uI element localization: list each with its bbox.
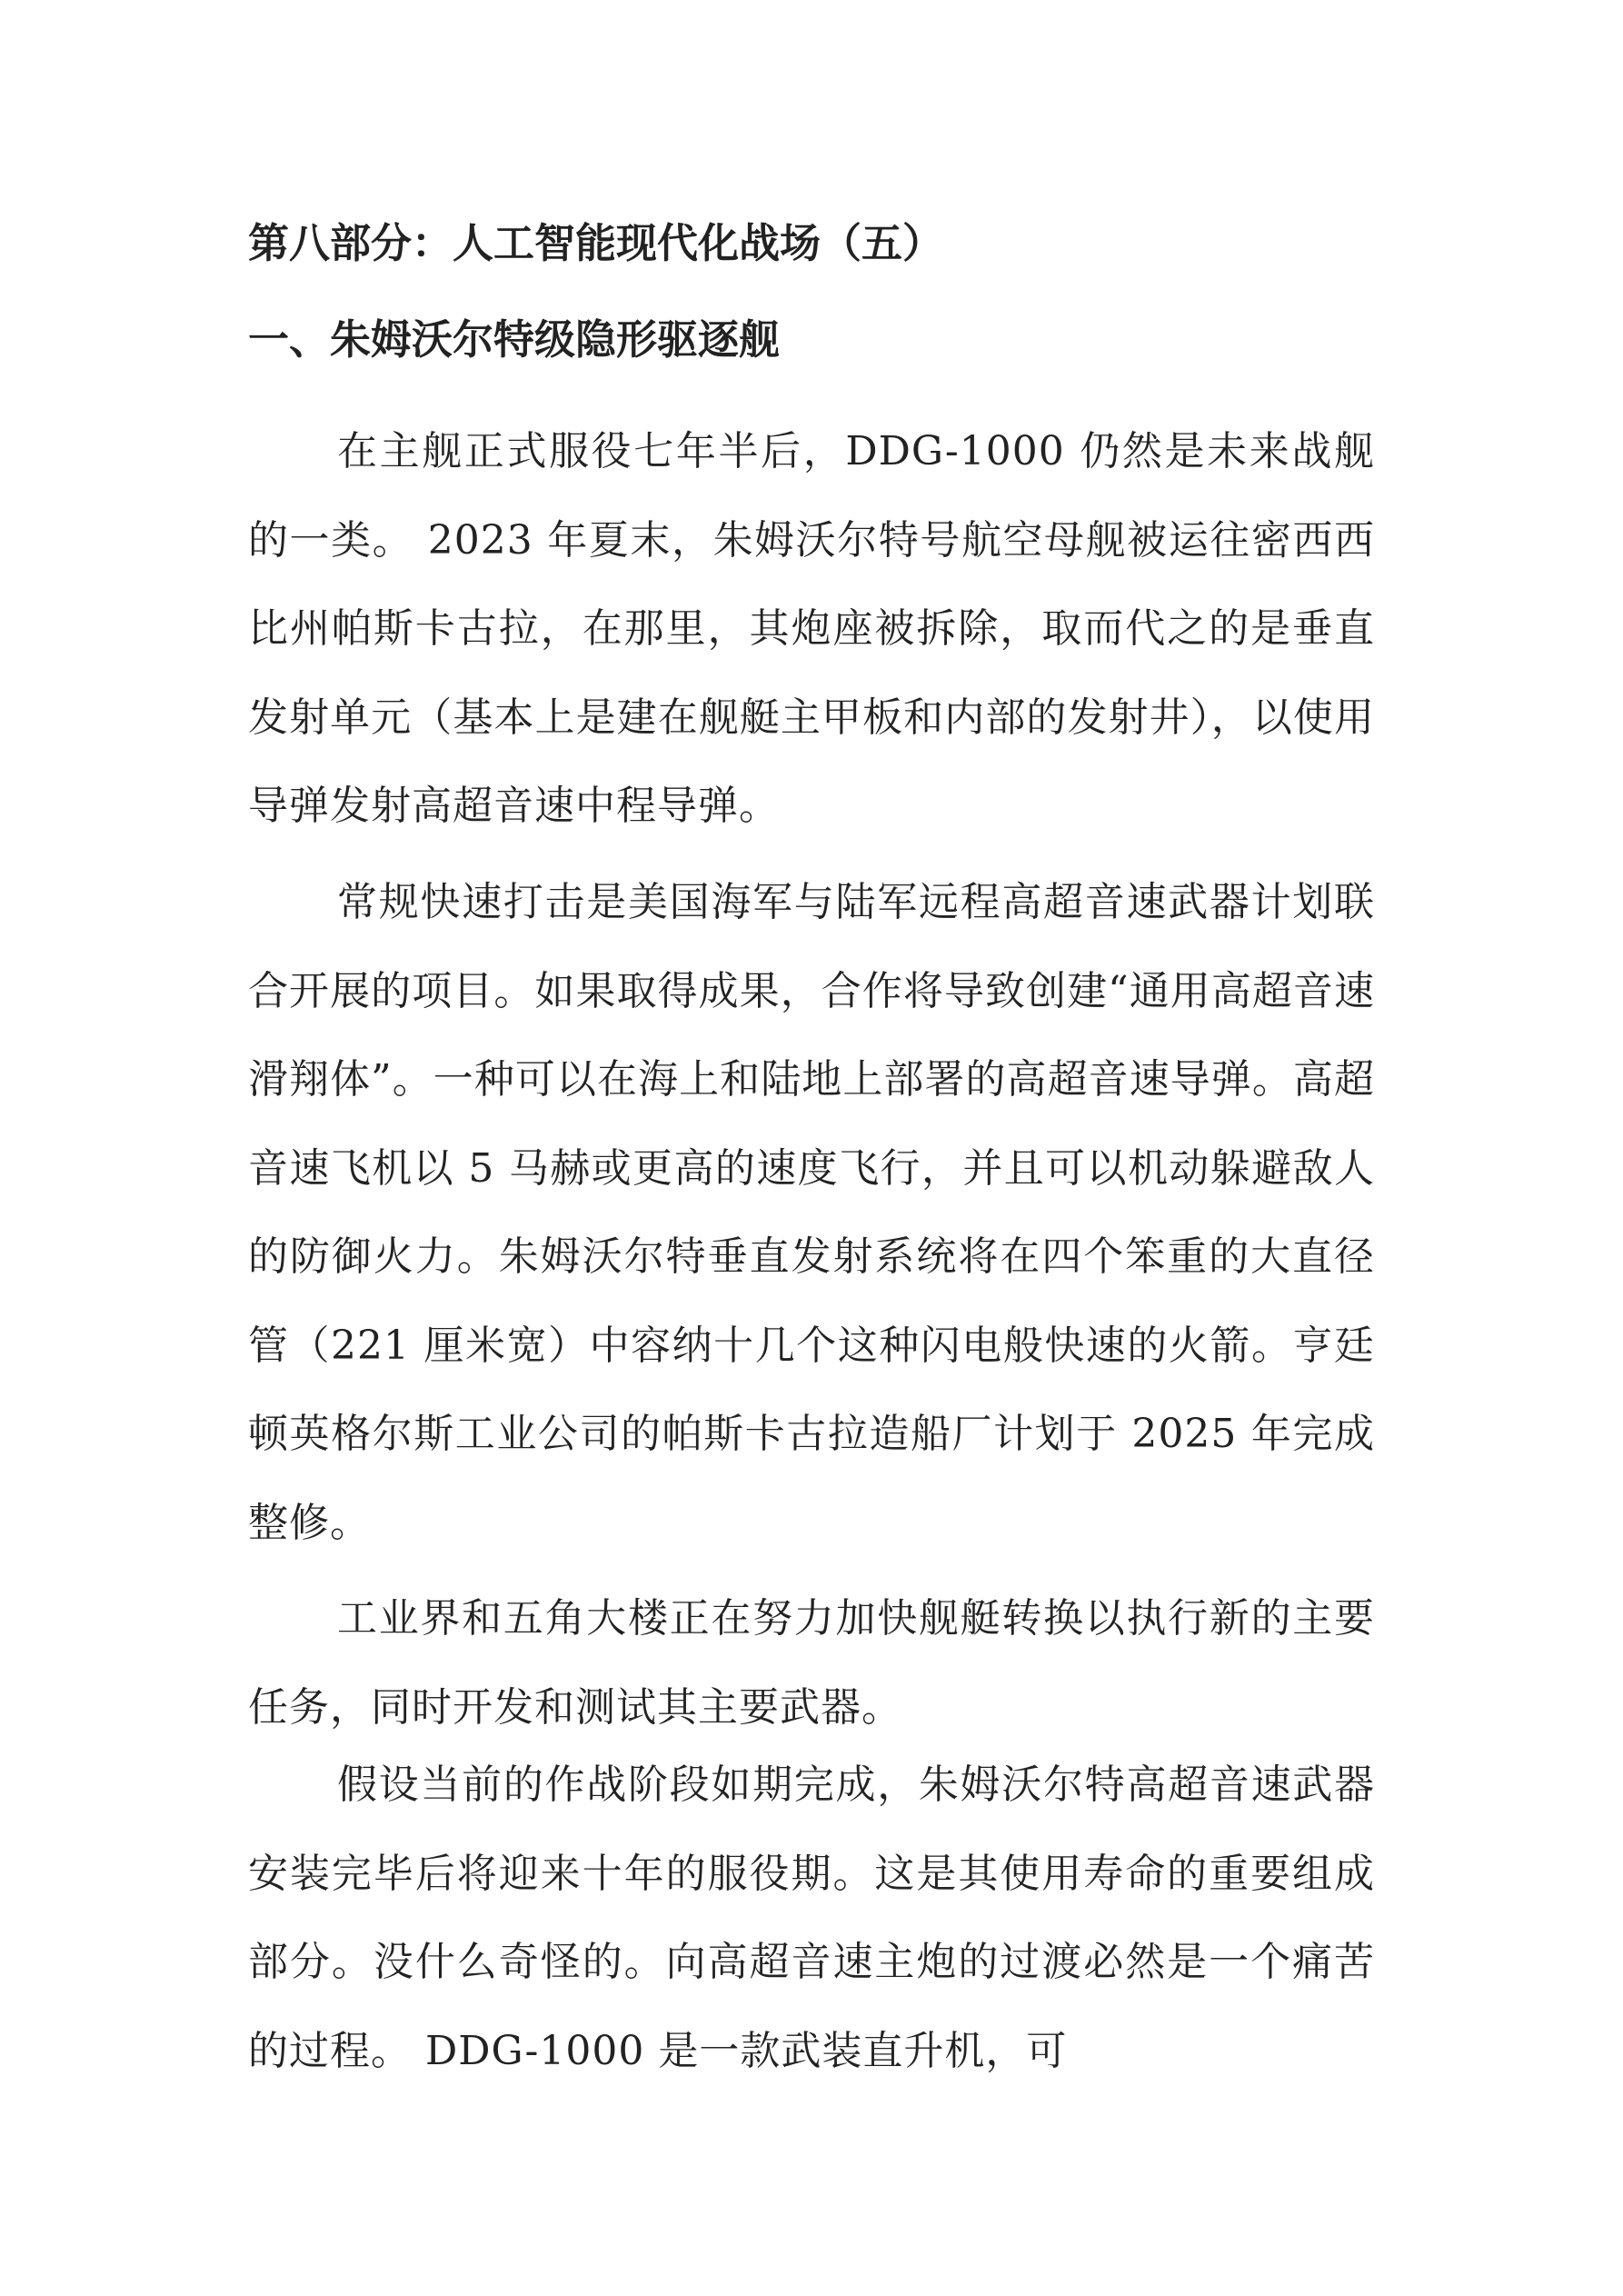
- paragraph: 假设当前的作战阶段如期完成，朱姆沃尔特高超音速武器安装完毕后将迎来十年的服役期。这是其使用寿命的重要组成部分。没什么奇怪的。向高超音速主炮的过渡必然是一个痛苦的过程。 DDG-1000 是一款武装直升机，可: [248, 1762, 1375, 2074]
- paragraph: 工业界和五角大楼正在努力加快舰艇转换以执行新的主要任务，同时开发和测试其主要武器。: [248, 1595, 1375, 1731]
- paragraph: 常规快速打击是美国海军与陆军远程高超音速武器计划联合开展的项目。如果取得成果，合作将导致创建“通用高超音速滑翔体”。一种可以在海上和陆地上部署的高超音速导弹。高超音速飞机以 5 马赫或更高的速度飞行，并且可以机动躲避敌人的防御火力。朱姆沃尔特垂直发射系统将在四个笨重的大直径管（221 厘米宽）中容纳十几个这种闪电般快速的火箭。亨廷顿英格尔斯工业公司的帕斯卡古拉造船厂计划于 2025 年完成整修。: [248, 879, 1375, 1546]
- section-title: 一、朱姆沃尔特级隐形驱逐舰: [248, 315, 781, 364]
- part-title: 第八部分：人工智能现代化战场（五）: [248, 219, 944, 267]
- paragraph: 在主舰正式服役七年半后，DDG-1000 仍然是未来战舰的一类。 2023 年夏末，朱姆沃尔特号航空母舰被运往密西西比州帕斯卡古拉，在那里，其炮座被拆除，取而代之的是垂直发射单元（基本上是建在舰艇主甲板和内部的发射井），以使用导弹发射高超音速中程导弹。: [248, 428, 1375, 829]
